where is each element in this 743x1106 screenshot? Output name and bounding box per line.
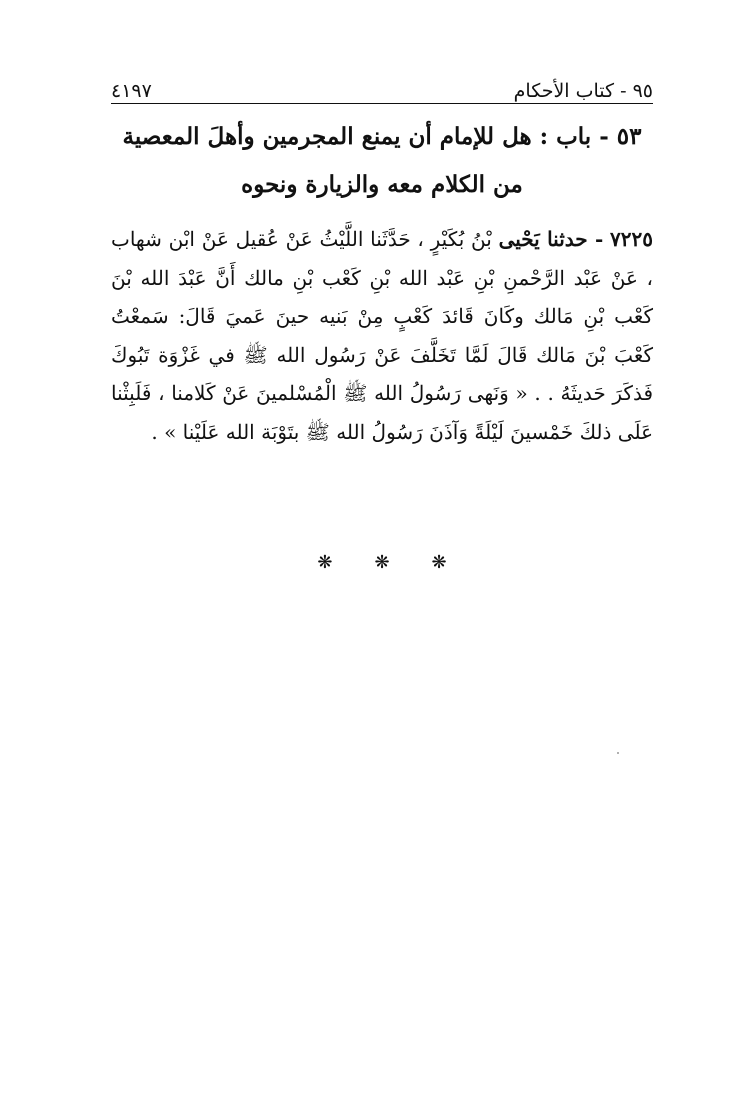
ornament-icon: ❋	[317, 552, 333, 573]
section-title-line-1: ٥٣ - باب : هل للإمام أن يمنع المجرمين وأهلَ المعصية	[122, 123, 642, 150]
hadith-body	[111, 220, 653, 451]
hadith-text: بْنُ بُكَيْرٍ ، حَدَّثَنا اللَّيْثُ عَنْ عُقيل عَنْ ابْن شهاب ، عَنْ عَبْد الرَّحْمنِ بْنِ عَبْد الله بْنِ كَعْب بْنِ مالك أَنَّ عَبْدَ الله بْنَ كَعْب بْنِ مَالك وكَانَ قَائدَ كَعْبٍ مِنْ بَنيه حينَ عَميَ قَالَ: سَمعْتُ كَعْبَ بْنَ مَالك قَالَ لَمَّا تَخَلَّفَ عَنْ رَسُول الله ﷺ في غَزْوَة تَبُوكَ فَذكَرَ حَديثَهُ . . « وَنَهى رَسُولُ الله ﷺ الْمُسْلمينَ عَنْ كَلامنا ، فَلَبِثْنا عَلَى ذلكَ خَمْسينَ لَيْلَةً وَآذَنَ رَسُولُ الله ﷺ بتَوْبَة الله عَلَيْنا » .	[111, 227, 653, 444]
section-separator	[111, 552, 653, 573]
ornament-icon: ❋	[374, 552, 390, 573]
chapter-heading: ٩٥ - كتاب الأحكام	[513, 80, 653, 102]
scan-speck	[617, 752, 619, 754]
section-title-line-2: من الكلام معه والزيارة ونحوه	[241, 171, 523, 198]
hadith-number: ٧٢٢٥	[610, 227, 653, 251]
hadith-intro: - حدثنا يَحْيى	[498, 227, 604, 251]
ornament-icon: ❋	[431, 552, 447, 573]
header-rule	[111, 103, 653, 104]
page-number: ٤١٩٧	[111, 80, 152, 102]
running-header	[111, 62, 653, 102]
